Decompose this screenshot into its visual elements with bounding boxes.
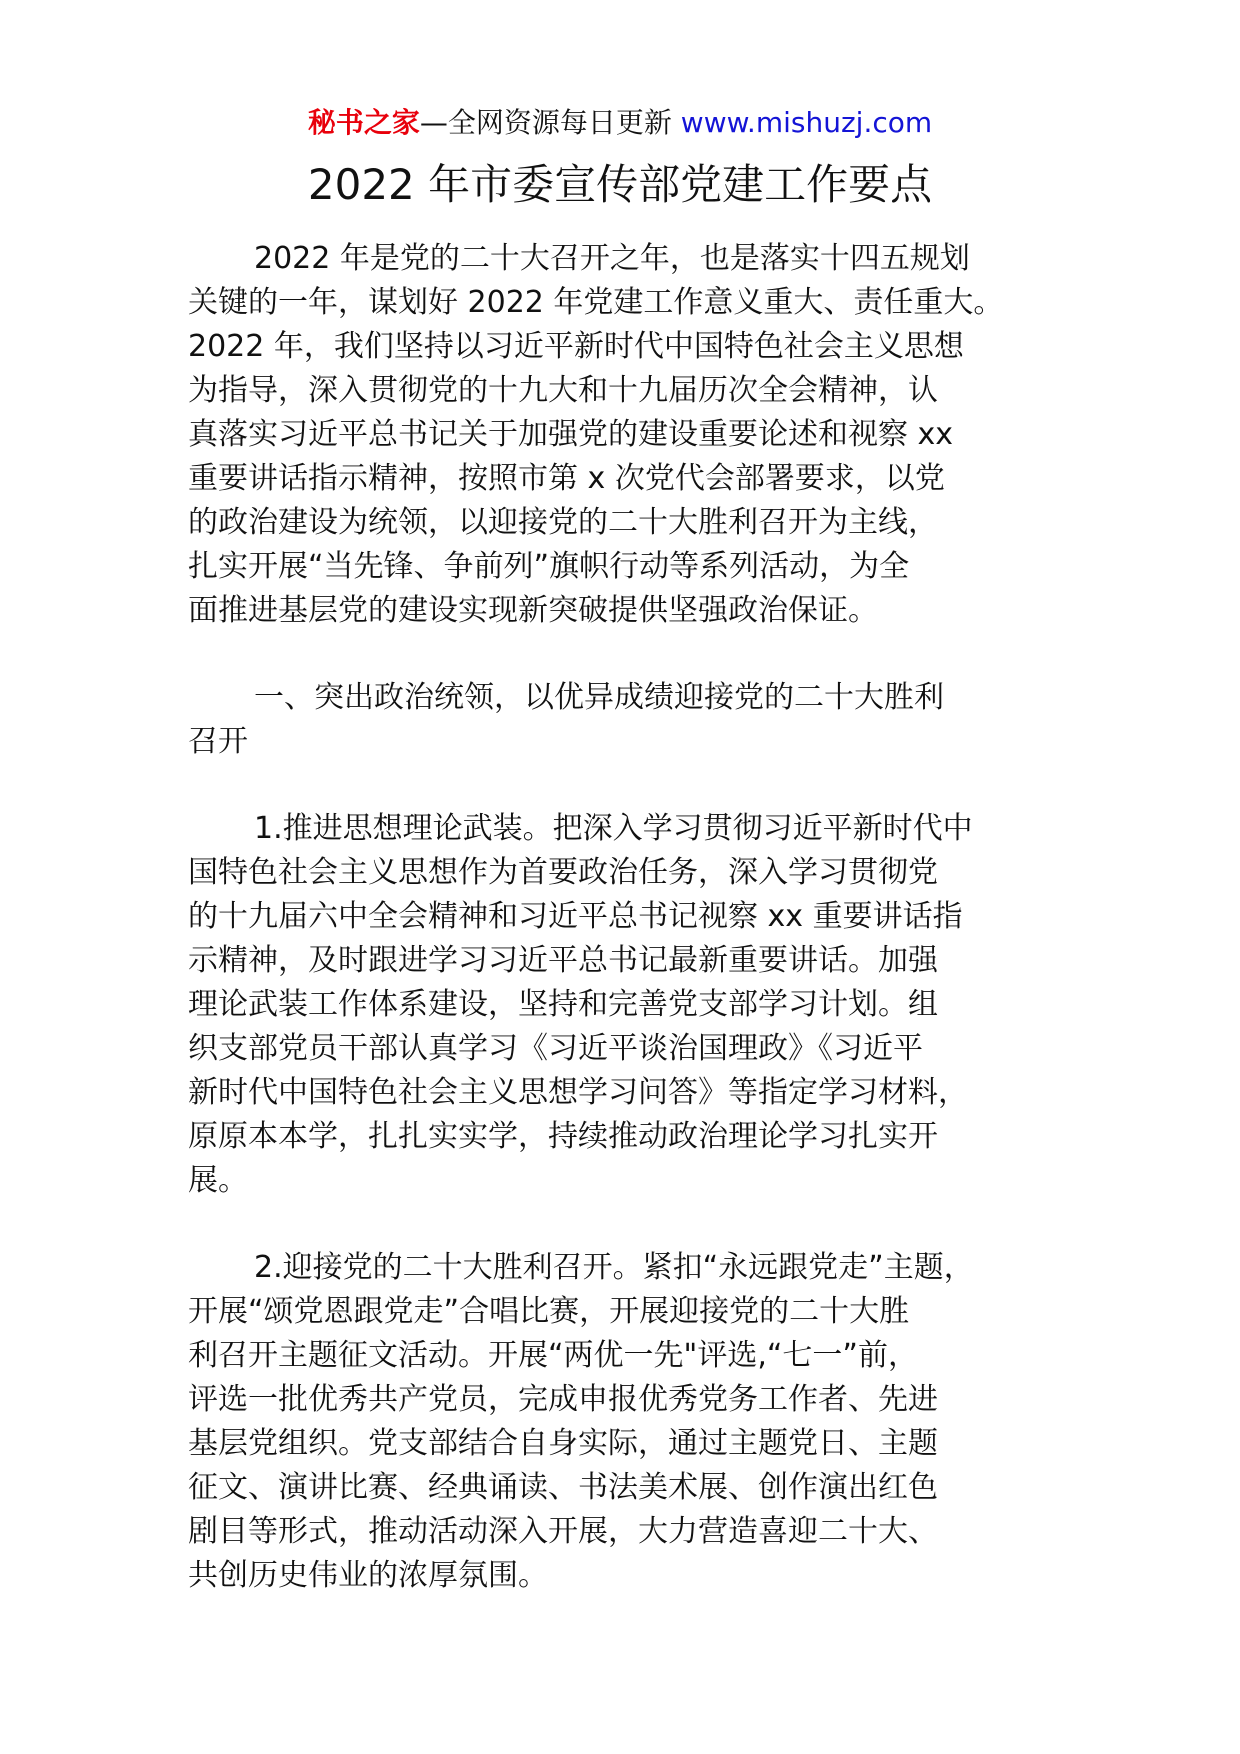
paragraph-line: 展。 — [188, 1163, 248, 1198]
paragraph-item-2 — [188, 1246, 1088, 1598]
paragraph-line: 2022 年，我们坚持以习近平新时代中国特色社会主义思想 — [188, 329, 964, 364]
document-body — [188, 237, 1088, 1641]
paragraph-line: 新时代中国特色社会主义思想学习问答》等指定学习材料， — [188, 1075, 968, 1110]
paragraph-line: 理论武装工作体系建设，坚持和完善党支部学习计划。组 — [188, 987, 938, 1022]
paragraph-line: 国特色社会主义思想作为首要政治任务，深入学习贯彻党 — [188, 855, 938, 890]
paragraph-line: 织支部党员干部认真学习《习近平谈治国理政》《习近平 — [188, 1031, 923, 1066]
paragraph-line: 2022 年是党的二十大召开之年，也是落实十四五规划 — [254, 241, 970, 276]
paragraph-line: 的政治建设为统领，以迎接党的二十大胜利召开为主线， — [188, 505, 938, 540]
paragraph-line: 为指导，深入贯彻党的十九大和十九届历次全会精神，认 — [188, 373, 938, 408]
site-url-link[interactable]: www.mishuzj.com — [680, 106, 933, 139]
site-header — [0, 103, 1240, 143]
paragraph-line: 2.迎接党的二十大胜利召开。紧扣“永远跟党走”主题， — [254, 1250, 974, 1285]
paragraph-line: 关键的一年，谋划好 2022 年党建工作意义重大、责任重大。 — [188, 285, 1004, 320]
paragraph-line: 重要讲话指示精神，按照市第 x 次党代会部署要求，以党 — [188, 461, 945, 496]
paragraph-line: 利召开主题征文活动。开展“两优一先"评选,“七一”前， — [188, 1338, 918, 1373]
paragraph-line: 开展“颂党恩跟党走”合唱比赛，开展迎接党的二十大胜 — [188, 1294, 910, 1329]
paragraph-line: 剧目等形式，推动活动深入开展，大力营造喜迎二十大、 — [188, 1514, 938, 1549]
site-brand: 秘书之家 — [307, 106, 420, 139]
paragraph-line: 评选一批优秀共产党员，完成申报优秀党务工作者、先进 — [188, 1382, 938, 1417]
document-title: 2022 年市委宣传部党建工作要点 — [307, 160, 933, 209]
paragraph-line: 1.推进思想理论武装。把深入学习贯彻习近平新时代中 — [254, 811, 973, 846]
section-heading-1 — [188, 676, 1088, 764]
paragraph-line: 真落实习近平总书记关于加强党的建设重要论述和视察 xx — [188, 417, 954, 452]
paragraph-line: 示精神，及时跟进学习习近平总书记最新重要讲话。加强 — [188, 943, 938, 978]
paragraph-line: 基层党组织。党支部结合自身实际，通过主题党日、主题 — [188, 1426, 938, 1461]
paragraph-line: 原原本本学，扎扎实实学，持续推动政治理论学习扎实开 — [188, 1119, 938, 1154]
paragraph-line: 征文、演讲比赛、经典诵读、书法美术展、创作演出红色 — [188, 1470, 938, 1505]
heading-line: 一、突出政治统领，以优异成绩迎接党的二十大胜利 — [254, 680, 944, 715]
paragraph-line: 扎实开展“当先锋、争前列”旗帜行动等系列活动，为全 — [188, 549, 910, 584]
paragraph-line: 面推进基层党的建设实现新突破提供坚强政治保证。 — [188, 593, 878, 628]
site-slogan: —全网资源每日更新 — [419, 106, 672, 139]
paragraph-intro — [188, 237, 1088, 633]
paragraph-line: 的十九届六中全会精神和习近平总书记视察 xx 重要讲话指 — [188, 899, 963, 934]
paragraph-item-1 — [188, 807, 1088, 1203]
paragraph-line: 共创历史伟业的浓厚氛围。 — [188, 1558, 548, 1593]
heading-line: 召开 — [188, 724, 248, 759]
